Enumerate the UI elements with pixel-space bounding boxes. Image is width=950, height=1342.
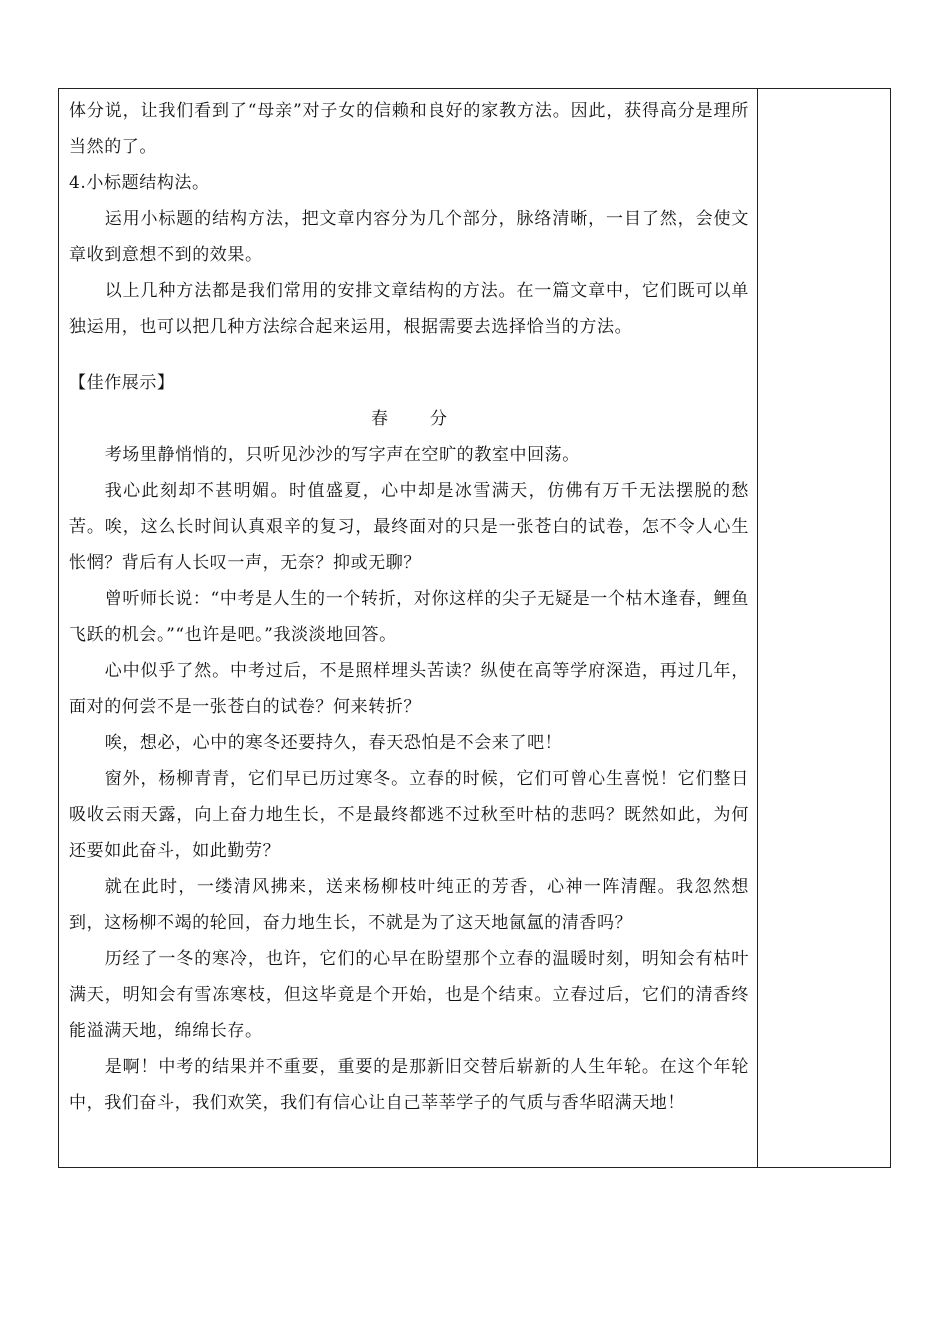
- essay-paragraph: 曾听师长说：“中考是人生的一个转折，对你这样的尖子无疑是一个枯木逢春，鲤鱼飞跃的机会。”“也许是吧。”我淡淡地回答。: [69, 589, 749, 645]
- section-label: 【佳作展示】: [69, 373, 175, 393]
- essay-paragraph: 窗外，杨柳青青，它们早已历过寒冬。立春的时候，它们可曾心生喜悦！它们整日吸收云雨天露，向上奋力地生长，不是最终都逃不过秋至叶枯的悲吗？既然如此，为何还要如此奋斗，如此勤劳？: [69, 769, 749, 861]
- essay-paragraph: 考场里静悄悄的，只听见沙沙的写字声在空旷的教室中回荡。: [104, 445, 580, 465]
- intro-text: 体分说，让我们看到了“母亲”对子女的信赖和良好的家教方法。因此，获得高分是理所当然的了。: [69, 101, 749, 157]
- essay-title: 春分: [371, 409, 489, 429]
- main-cell: [69, 93, 749, 1121]
- essay-paragraph: 唉，想必，心中的寒冬还要持久，春天恐怕是不会来了吧！: [104, 733, 563, 753]
- item4-body: 运用小标题的结构方法，把文章内容分为几个部分，脉络清晰，一目了然，会使文章收到意想不到的效果。: [69, 209, 749, 265]
- item4-heading: 4.小标题结构法。: [69, 173, 210, 193]
- essay-paragraph: 心中似乎了然。中考过后，不是照样埋头苦读？纵使在高等学府深造，再过几年，面对的何尝不是一张苍白的试卷？何来转折？: [69, 661, 749, 717]
- document-table: [58, 88, 891, 1168]
- column-divider: [757, 89, 758, 1167]
- essay-paragraph: 我心此刻却不甚明媚。时值盛夏，心中却是冰雪满天，仿佛有万千无法摆脱的愁苦。唉，这么长时间认真艰辛的复习，最终面对的只是一张苍白的试卷，怎不令人心生怅惘？背后有人长叹一声，无奈？抑或无聊？: [69, 481, 749, 573]
- essay-paragraph: 就在此时，一缕清风拂来，送来杨柳枝叶纯正的芳香，心神一阵清醒。我忽然想到，这杨柳不竭的轮回，奋力地生长，不就是为了这天地氤氲的清香吗？: [69, 877, 749, 933]
- essay-paragraph: 历经了一冬的寒冷，也许，它们的心早在盼望那个立春的温暖时刻，明知会有枯叶满天，明知会有雪冻寒枝，但这毕竟是个开始，也是个结束。立春过后，它们的清香终能溢满天地，绵绵长存。: [69, 949, 749, 1041]
- essay-paragraph: 是啊！中考的结果并不重要，重要的是那新旧交替后崭新的人生年轮。在这个年轮中，我们奋斗，我们欢笑，我们有信心让自己莘莘学子的气质与香华昭满天地！: [69, 1057, 749, 1113]
- spacer: [69, 345, 749, 365]
- summary-paragraph: 以上几种方法都是我们常用的安排文章结构的方法。在一篇文章中，它们既可以单独运用，也可以把几种方法综合起来运用，根据需要去选择恰当的方法。: [69, 281, 749, 337]
